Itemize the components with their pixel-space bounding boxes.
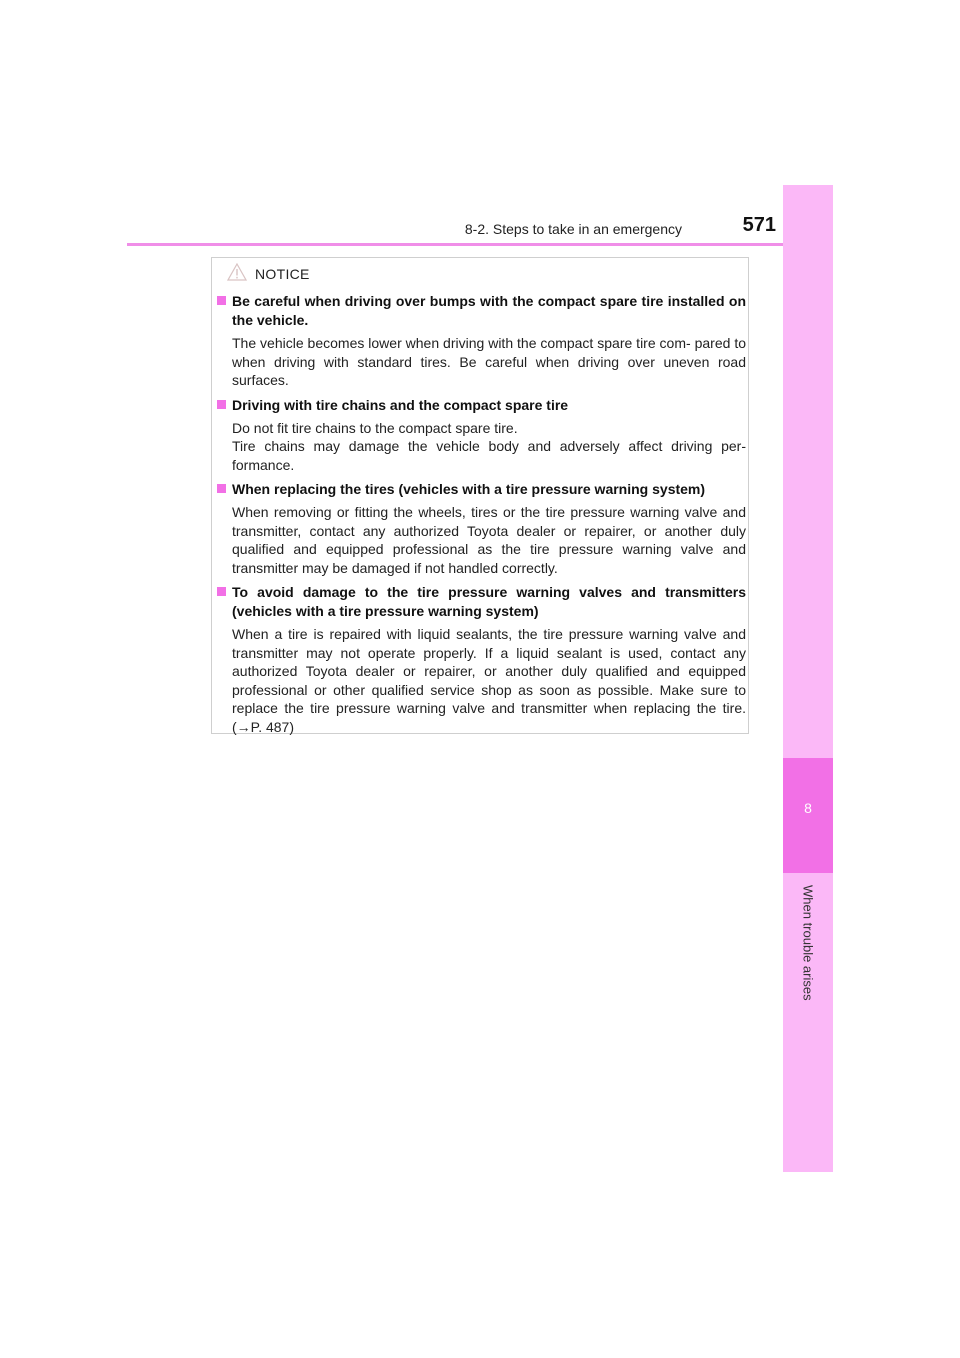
section-title: 8-2. Steps to take in an emergency (464, 221, 682, 237)
chapter-number: 8 (804, 800, 812, 816)
notice-body (216, 292, 746, 742)
warning-triangle-icon (227, 263, 247, 286)
notice-item-title: To avoid damage to the tire pressure warning valves and transmitters (vehicles with a tire pressure warning system) (216, 583, 746, 621)
notice-item (216, 292, 746, 390)
header-rule (127, 243, 833, 246)
notice-item-title: Driving with tire chains and the compact spare tire (216, 396, 746, 415)
square-bullet-icon (217, 587, 226, 596)
notice-header (227, 264, 310, 284)
notice-item-title: When replacing the tires (vehicles with a tire pressure warning system) (216, 480, 746, 499)
notice-item (216, 480, 746, 577)
notice-label: NOTICE (255, 266, 310, 282)
page-reference-text: When a tire is repaired with liquid sealants, the tire pressure warning valve and transmitter may not operate properly. If a liquid sealant is used, contact any authorized Toyota dealer or repairer, or another duly qualified and equipped professional or other qualified service shop as soon as possible. Make sure to replace the tire pressure warning valve and transmitter when replacing the tire. (→P. 487) (232, 626, 746, 735)
notice-item-text: When removing or fitting the wheels, tires or the tire pressure warning valve and transmitter, contact any authorized Toyota dealer or repairer, or another duly qualified and equipped professional as the tire pressure warning valve and transmitter may be damaged if not handled correctly. (232, 504, 746, 576)
notice-item (216, 396, 746, 475)
notice-item-text (216, 625, 746, 736)
notice-item (216, 583, 746, 736)
notice-item-title: Be careful when driving over bumps with the compact spare tire installed on the vehicle. (216, 292, 746, 330)
square-bullet-icon (217, 400, 226, 409)
chapter-name: When trouble arises (800, 885, 816, 1001)
notice-box (211, 257, 749, 734)
page-number: 571 (742, 214, 776, 236)
notice-item-text: The vehicle becomes lower when driving with the compact spare tire com- pared to when driving with standard tires. Be careful when driving over uneven road surfaces. (232, 335, 746, 388)
square-bullet-icon (217, 484, 226, 493)
square-bullet-icon (217, 296, 226, 305)
notice-item-text: Do not fit tire chains to the compact spare tire. Tire chains may damage the vehicle body and adversely affect driving per- formance. (232, 419, 746, 473)
